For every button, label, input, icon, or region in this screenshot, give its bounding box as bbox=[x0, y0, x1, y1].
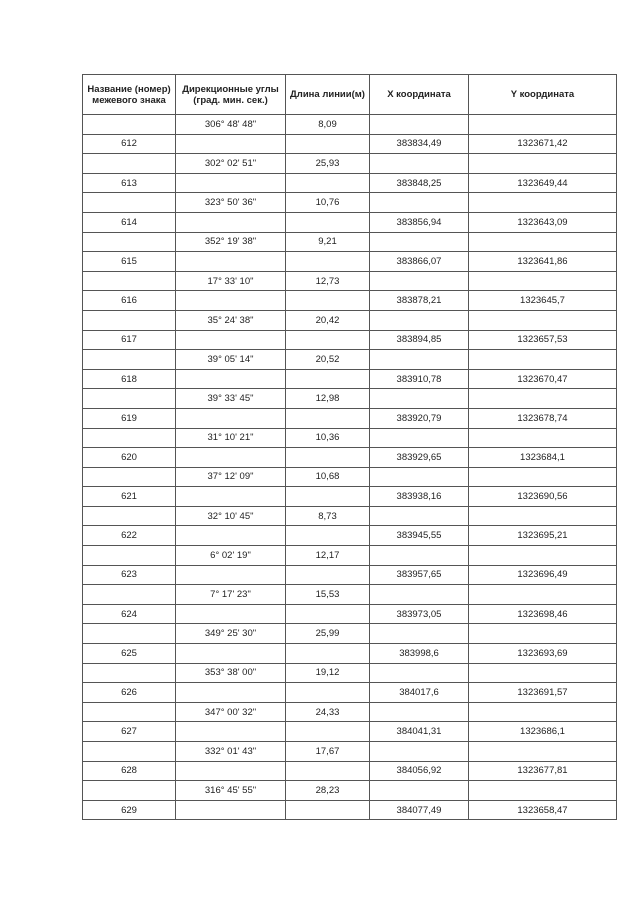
angle-cell bbox=[176, 173, 286, 193]
name-cell bbox=[83, 193, 176, 213]
length-cell bbox=[286, 565, 370, 585]
boundary-points-table bbox=[82, 74, 617, 820]
point-name-cell: 623 bbox=[83, 565, 176, 585]
name-cell bbox=[83, 428, 176, 448]
length-cell bbox=[286, 252, 370, 272]
point-row bbox=[83, 369, 617, 389]
length-cell: 12,73 bbox=[286, 271, 370, 291]
angle-cell: 17° 33' 10" bbox=[176, 271, 286, 291]
segment-row bbox=[83, 428, 617, 448]
angle-cell bbox=[176, 604, 286, 624]
y-cell bbox=[469, 702, 617, 722]
segment-row bbox=[83, 467, 617, 487]
y-coordinate-cell: 1323698,46 bbox=[469, 604, 617, 624]
segment-row bbox=[83, 350, 617, 370]
y-cell bbox=[469, 115, 617, 135]
segment-row bbox=[83, 389, 617, 409]
angle-cell bbox=[176, 526, 286, 546]
length-cell: 8,09 bbox=[286, 115, 370, 135]
angle-cell: 39° 05' 14" bbox=[176, 350, 286, 370]
length-cell: 10,76 bbox=[286, 193, 370, 213]
angle-cell bbox=[176, 683, 286, 703]
angle-cell bbox=[176, 800, 286, 820]
y-cell bbox=[469, 232, 617, 252]
x-cell bbox=[370, 428, 469, 448]
point-name-cell: 619 bbox=[83, 408, 176, 428]
name-cell bbox=[83, 389, 176, 409]
angle-cell: 332° 01' 43" bbox=[176, 742, 286, 762]
point-name-cell: 618 bbox=[83, 369, 176, 389]
length-cell bbox=[286, 408, 370, 428]
y-coordinate-cell: 1323691,57 bbox=[469, 683, 617, 703]
point-name-cell: 624 bbox=[83, 604, 176, 624]
y-cell bbox=[469, 467, 617, 487]
segment-row bbox=[83, 585, 617, 605]
angle-cell bbox=[176, 487, 286, 507]
angle-cell: 7° 17' 23" bbox=[176, 585, 286, 605]
length-cell: 12,98 bbox=[286, 389, 370, 409]
x-cell bbox=[370, 271, 469, 291]
y-cell bbox=[469, 389, 617, 409]
x-cell bbox=[370, 193, 469, 213]
x-coordinate-cell: 384077,49 bbox=[370, 800, 469, 820]
x-cell bbox=[370, 115, 469, 135]
name-cell bbox=[83, 310, 176, 330]
length-cell bbox=[286, 134, 370, 154]
y-cell bbox=[469, 506, 617, 526]
y-cell bbox=[469, 310, 617, 330]
segment-row bbox=[83, 271, 617, 291]
y-coordinate-cell: 1323684,1 bbox=[469, 448, 617, 468]
point-name-cell: 622 bbox=[83, 526, 176, 546]
y-coordinate-cell: 1323696,49 bbox=[469, 565, 617, 585]
x-cell bbox=[370, 506, 469, 526]
table-body bbox=[83, 115, 617, 820]
point-row bbox=[83, 722, 617, 742]
x-coordinate-cell: 384041,31 bbox=[370, 722, 469, 742]
angle-cell: 302° 02' 51" bbox=[176, 154, 286, 174]
y-coordinate-cell: 1323643,09 bbox=[469, 212, 617, 232]
length-cell bbox=[286, 448, 370, 468]
y-cell bbox=[469, 663, 617, 683]
name-cell bbox=[83, 154, 176, 174]
name-cell bbox=[83, 702, 176, 722]
y-cell bbox=[469, 585, 617, 605]
angle-cell: 37° 12' 09" bbox=[176, 467, 286, 487]
angle-cell: 323° 50' 36" bbox=[176, 193, 286, 213]
y-coordinate-cell: 1323649,44 bbox=[469, 173, 617, 193]
segment-row bbox=[83, 115, 617, 135]
angle-cell bbox=[176, 408, 286, 428]
angle-cell bbox=[176, 761, 286, 781]
y-cell bbox=[469, 271, 617, 291]
x-coordinate-cell: 383957,65 bbox=[370, 565, 469, 585]
point-row bbox=[83, 761, 617, 781]
angle-cell: 31° 10' 21" bbox=[176, 428, 286, 448]
point-row bbox=[83, 644, 617, 664]
length-cell: 20,42 bbox=[286, 310, 370, 330]
x-coordinate-cell: 383920,79 bbox=[370, 408, 469, 428]
length-cell: 25,93 bbox=[286, 154, 370, 174]
name-cell bbox=[83, 781, 176, 801]
point-row bbox=[83, 252, 617, 272]
length-cell bbox=[286, 212, 370, 232]
point-row bbox=[83, 408, 617, 428]
length-cell: 20,52 bbox=[286, 350, 370, 370]
angle-cell: 306° 48' 48" bbox=[176, 115, 286, 135]
segment-row bbox=[83, 154, 617, 174]
header-x: X координата bbox=[370, 75, 469, 115]
angle-cell: 347° 00' 32" bbox=[176, 702, 286, 722]
y-coordinate-cell: 1323677,81 bbox=[469, 761, 617, 781]
y-coordinate-cell: 1323693,69 bbox=[469, 644, 617, 664]
name-cell bbox=[83, 742, 176, 762]
angle-cell bbox=[176, 252, 286, 272]
point-row bbox=[83, 448, 617, 468]
header-length: Длина линии(м) bbox=[286, 75, 370, 115]
x-cell bbox=[370, 389, 469, 409]
segment-row bbox=[83, 781, 617, 801]
point-name-cell: 613 bbox=[83, 173, 176, 193]
y-coordinate-cell: 1323671,42 bbox=[469, 134, 617, 154]
x-cell bbox=[370, 624, 469, 644]
length-cell: 24,33 bbox=[286, 702, 370, 722]
angle-cell bbox=[176, 369, 286, 389]
length-cell bbox=[286, 173, 370, 193]
length-cell bbox=[286, 683, 370, 703]
y-coordinate-cell: 1323641,86 bbox=[469, 252, 617, 272]
name-cell bbox=[83, 271, 176, 291]
point-name-cell: 616 bbox=[83, 291, 176, 311]
y-cell bbox=[469, 742, 617, 762]
table-header-row bbox=[83, 75, 617, 115]
length-cell bbox=[286, 644, 370, 664]
point-name-cell: 612 bbox=[83, 134, 176, 154]
y-cell bbox=[469, 193, 617, 213]
angle-cell: 353° 38' 00" bbox=[176, 663, 286, 683]
x-coordinate-cell: 383894,85 bbox=[370, 330, 469, 350]
y-coordinate-cell: 1323695,21 bbox=[469, 526, 617, 546]
y-coordinate-cell: 1323658,47 bbox=[469, 800, 617, 820]
angle-cell bbox=[176, 134, 286, 154]
point-name-cell: 626 bbox=[83, 683, 176, 703]
y-coordinate-cell: 1323670,47 bbox=[469, 369, 617, 389]
length-cell bbox=[286, 800, 370, 820]
name-cell bbox=[83, 624, 176, 644]
angle-cell: 316° 45' 55" bbox=[176, 781, 286, 801]
x-coordinate-cell: 383938,16 bbox=[370, 487, 469, 507]
x-cell bbox=[370, 702, 469, 722]
point-name-cell: 628 bbox=[83, 761, 176, 781]
x-coordinate-cell: 384056,92 bbox=[370, 761, 469, 781]
length-cell: 10,68 bbox=[286, 467, 370, 487]
segment-row bbox=[83, 310, 617, 330]
header-y: Y координата bbox=[469, 75, 617, 115]
point-name-cell: 621 bbox=[83, 487, 176, 507]
x-coordinate-cell: 383878,21 bbox=[370, 291, 469, 311]
length-cell: 12,17 bbox=[286, 546, 370, 566]
length-cell bbox=[286, 526, 370, 546]
point-row bbox=[83, 212, 617, 232]
y-cell bbox=[469, 546, 617, 566]
length-cell: 25,99 bbox=[286, 624, 370, 644]
length-cell: 17,67 bbox=[286, 742, 370, 762]
angle-cell: 35° 24' 38" bbox=[176, 310, 286, 330]
point-name-cell: 629 bbox=[83, 800, 176, 820]
angle-cell bbox=[176, 291, 286, 311]
length-cell: 9,21 bbox=[286, 232, 370, 252]
x-cell bbox=[370, 585, 469, 605]
name-cell bbox=[83, 115, 176, 135]
x-coordinate-cell: 383848,25 bbox=[370, 173, 469, 193]
angle-cell: 349° 25' 30" bbox=[176, 624, 286, 644]
segment-row bbox=[83, 193, 617, 213]
name-cell bbox=[83, 350, 176, 370]
length-cell bbox=[286, 330, 370, 350]
point-row bbox=[83, 604, 617, 624]
point-name-cell: 615 bbox=[83, 252, 176, 272]
name-cell bbox=[83, 232, 176, 252]
point-row bbox=[83, 487, 617, 507]
angle-cell bbox=[176, 330, 286, 350]
length-cell bbox=[286, 291, 370, 311]
angle-cell: 352° 19' 38" bbox=[176, 232, 286, 252]
angle-cell bbox=[176, 565, 286, 585]
point-name-cell: 625 bbox=[83, 644, 176, 664]
length-cell: 8,73 bbox=[286, 506, 370, 526]
x-cell bbox=[370, 350, 469, 370]
point-name-cell: 617 bbox=[83, 330, 176, 350]
x-coordinate-cell: 383973,05 bbox=[370, 604, 469, 624]
x-cell bbox=[370, 154, 469, 174]
length-cell: 15,53 bbox=[286, 585, 370, 605]
segment-row bbox=[83, 624, 617, 644]
segment-row bbox=[83, 506, 617, 526]
length-cell bbox=[286, 604, 370, 624]
x-coordinate-cell: 383834,49 bbox=[370, 134, 469, 154]
length-cell bbox=[286, 487, 370, 507]
x-cell bbox=[370, 742, 469, 762]
y-coordinate-cell: 1323657,53 bbox=[469, 330, 617, 350]
header-angle: Дирекционные углы (град. мин. сек.) bbox=[176, 75, 286, 115]
x-cell bbox=[370, 663, 469, 683]
y-coordinate-cell: 1323678,74 bbox=[469, 408, 617, 428]
x-coordinate-cell: 383998,6 bbox=[370, 644, 469, 664]
length-cell: 10,36 bbox=[286, 428, 370, 448]
segment-row bbox=[83, 663, 617, 683]
segment-row bbox=[83, 546, 617, 566]
y-coordinate-cell: 1323690,56 bbox=[469, 487, 617, 507]
point-row bbox=[83, 173, 617, 193]
point-row bbox=[83, 683, 617, 703]
point-row bbox=[83, 526, 617, 546]
point-row bbox=[83, 565, 617, 585]
name-cell bbox=[83, 546, 176, 566]
x-cell bbox=[370, 781, 469, 801]
x-cell bbox=[370, 546, 469, 566]
angle-cell bbox=[176, 212, 286, 232]
point-row bbox=[83, 800, 617, 820]
angle-cell: 32° 10' 45" bbox=[176, 506, 286, 526]
y-cell bbox=[469, 624, 617, 644]
x-cell bbox=[370, 310, 469, 330]
name-cell bbox=[83, 585, 176, 605]
x-coordinate-cell: 383856,94 bbox=[370, 212, 469, 232]
point-row bbox=[83, 134, 617, 154]
angle-cell: 6° 02' 19" bbox=[176, 546, 286, 566]
y-cell bbox=[469, 154, 617, 174]
length-cell: 19,12 bbox=[286, 663, 370, 683]
angle-cell: 39° 33' 45" bbox=[176, 389, 286, 409]
point-name-cell: 614 bbox=[83, 212, 176, 232]
x-coordinate-cell: 384017,6 bbox=[370, 683, 469, 703]
name-cell bbox=[83, 506, 176, 526]
y-coordinate-cell: 1323645,7 bbox=[469, 291, 617, 311]
y-cell bbox=[469, 428, 617, 448]
name-cell bbox=[83, 663, 176, 683]
angle-cell bbox=[176, 448, 286, 468]
y-coordinate-cell: 1323686,1 bbox=[469, 722, 617, 742]
y-cell bbox=[469, 781, 617, 801]
point-name-cell: 620 bbox=[83, 448, 176, 468]
angle-cell bbox=[176, 644, 286, 664]
segment-row bbox=[83, 232, 617, 252]
name-cell bbox=[83, 467, 176, 487]
y-cell bbox=[469, 350, 617, 370]
x-coordinate-cell: 383945,55 bbox=[370, 526, 469, 546]
segment-row bbox=[83, 702, 617, 722]
point-row bbox=[83, 330, 617, 350]
segment-row bbox=[83, 742, 617, 762]
x-cell bbox=[370, 467, 469, 487]
length-cell: 28,23 bbox=[286, 781, 370, 801]
x-coordinate-cell: 383866,07 bbox=[370, 252, 469, 272]
angle-cell bbox=[176, 722, 286, 742]
x-coordinate-cell: 383910,78 bbox=[370, 369, 469, 389]
point-name-cell: 627 bbox=[83, 722, 176, 742]
length-cell bbox=[286, 369, 370, 389]
x-coordinate-cell: 383929,65 bbox=[370, 448, 469, 468]
x-cell bbox=[370, 232, 469, 252]
header-name: Название (номер) межевого знака bbox=[83, 75, 176, 115]
length-cell bbox=[286, 761, 370, 781]
length-cell bbox=[286, 722, 370, 742]
point-row bbox=[83, 291, 617, 311]
